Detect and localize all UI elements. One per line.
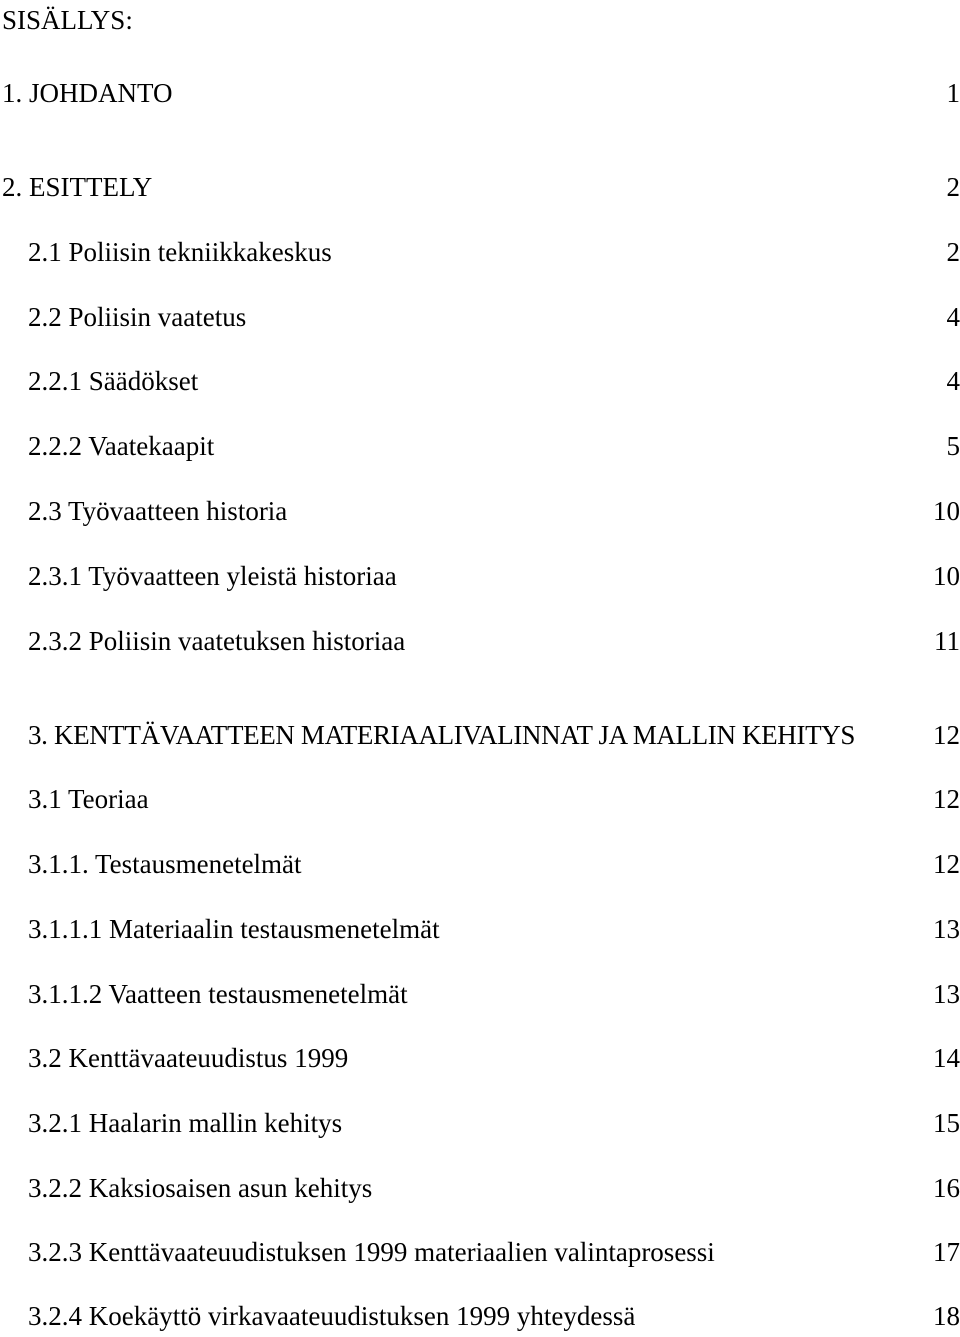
toc-entry: [28, 299, 960, 335]
toc-entry: [28, 976, 960, 1012]
toc-entry: [28, 911, 960, 947]
toc-entry-page: 12: [933, 784, 960, 814]
toc-entry: [28, 493, 960, 529]
toc-entry: [2, 169, 960, 205]
toc-entry-label: 3.2.1 Haalarin mallin kehitys: [28, 1108, 343, 1138]
toc-entry: [28, 1170, 960, 1206]
toc-entry-page: 5: [946, 431, 960, 461]
toc-entry-label: 3.1.1.1 Materiaalin testausmenetelmät: [28, 914, 440, 944]
toc-entry-page: 13: [933, 914, 960, 944]
toc-entry: [28, 428, 960, 464]
toc-entry-page: 14: [933, 1043, 960, 1073]
toc-entry: [28, 781, 960, 817]
toc-entry: [2, 75, 960, 111]
toc-entry-label: 2.3 Työvaatteen historia: [28, 496, 288, 526]
toc-entry-label: 3.1.1. Testausmenetelmät: [28, 849, 302, 879]
page-title: SISÄLLYS:: [2, 5, 133, 35]
toc-entry-label: 2.2.1 Säädökset: [28, 366, 199, 396]
toc-entry-page: 4: [946, 366, 960, 396]
toc-entry: [28, 558, 960, 594]
toc-entry-page: 15: [933, 1108, 960, 1138]
toc-entry-page: 12: [933, 849, 960, 879]
toc-entry-label: 2.1 Poliisin tekniikkakeskus: [28, 237, 332, 267]
toc-entry-label: 3.2.3 Kenttävaateuudistuksen 1999 materiaalien valintaprosessi: [28, 1237, 715, 1267]
toc-entry-label: 2.3.2 Poliisin vaatetuksen historiaa: [28, 626, 406, 656]
toc-entry-label: 2.2.2 Vaatekaapit: [28, 431, 215, 461]
toc-entry-page: 12: [933, 720, 960, 750]
toc-entry: [28, 623, 960, 659]
toc-entry: [28, 1040, 960, 1076]
toc-entry-label: 3.1.1.2 Vaatteen testausmenetelmät: [28, 979, 408, 1009]
toc-entry: [28, 234, 960, 270]
toc-entry-page: 17: [933, 1237, 960, 1267]
toc-entry: [28, 717, 960, 753]
toc-entry: [28, 363, 960, 399]
toc-entry-page: 10: [933, 496, 960, 526]
toc-entry-page: 18: [933, 1301, 960, 1331]
toc-entry-page: 16: [933, 1173, 960, 1203]
toc-entry-label: 3.2 Kenttävaateuudistus 1999: [28, 1043, 349, 1073]
toc-entry-label: 3.1 Teoriaa: [28, 784, 149, 814]
toc-entry-page: 10: [933, 561, 960, 591]
toc-entry: [28, 1105, 960, 1141]
toc-entry-page: 2: [946, 172, 960, 202]
toc-entry-label: 3.2.2 Kaksiosaisen asun kehitys: [28, 1173, 373, 1203]
toc-entry-label: 2. ESITTELY: [2, 172, 153, 202]
toc-entry-label: 3.2.4 Koekäyttö virkavaateuudistuksen 1999 yhteydessä: [28, 1301, 636, 1331]
toc-entry-page: 4: [946, 302, 960, 332]
toc-entry-page: 11: [934, 626, 960, 656]
toc-entry: [28, 1234, 960, 1270]
toc-entry: [28, 1298, 960, 1334]
toc-entry-page: 13: [933, 979, 960, 1009]
toc-entry-page: 2: [946, 237, 960, 267]
toc-entry-label: 1. JOHDANTO: [2, 78, 173, 108]
toc-entry-label: 2.3.1 Työvaatteen yleistä historiaa: [28, 561, 397, 591]
toc-entry-label: 2.2 Poliisin vaatetus: [28, 302, 247, 332]
toc-entry-page: 1: [946, 78, 960, 108]
toc-entry: [28, 846, 960, 882]
toc-entry-label: 3. KENTTÄVAATTEEN MATERIAALIVALINNAT JA MALLIN KEHITYS: [28, 720, 856, 750]
